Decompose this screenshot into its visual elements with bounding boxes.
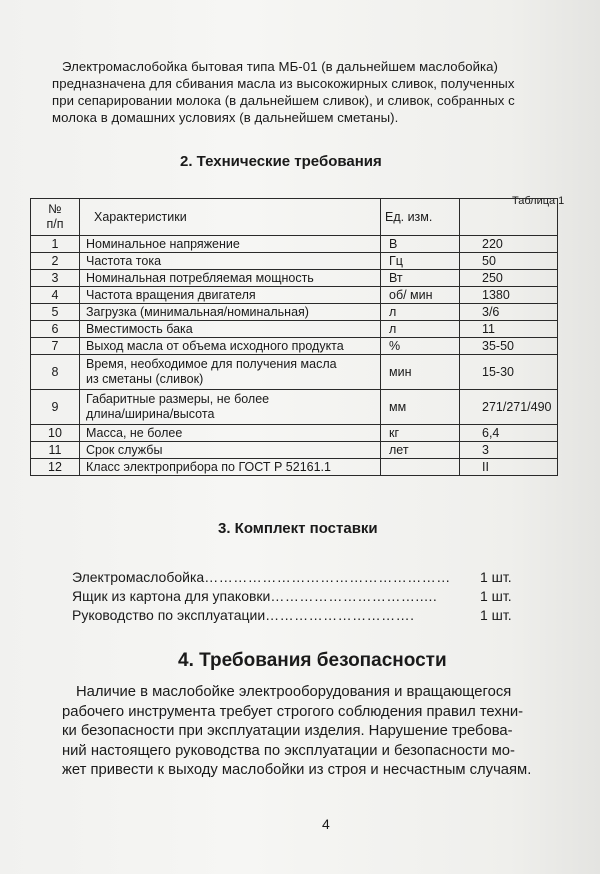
- value-cell: II: [460, 459, 558, 476]
- row-number-cell: 4: [31, 287, 80, 304]
- row-number-cell: 10: [31, 425, 80, 442]
- unit-cell: л: [381, 304, 460, 321]
- characteristic-cell: Класс электроприбора по ГОСТ Р 52161.1: [80, 459, 381, 476]
- characteristic-cell: Срок службы: [80, 442, 381, 459]
- header-characteristic: Характеристики: [80, 199, 381, 236]
- table-row: [31, 270, 558, 287]
- section-title-safety-requirements: 4. Требования безопасности: [178, 650, 447, 671]
- table-row: [31, 253, 558, 270]
- unit-cell: л: [381, 321, 460, 338]
- row-number-cell: 5: [31, 304, 80, 321]
- row-number-cell: 12: [31, 459, 80, 476]
- characteristic-cell: Выход масла от объема исходного продукта: [80, 338, 381, 355]
- row-number-cell: 2: [31, 253, 80, 270]
- table-row: [31, 459, 558, 476]
- kit-item-name: Руководство по эксплуатации: [72, 607, 266, 623]
- header-num: [31, 199, 80, 236]
- page-number: 4: [322, 816, 330, 832]
- kit-item-quantity: 1 шт.: [480, 588, 512, 604]
- characteristic-cell: Вместимость бака: [80, 321, 381, 338]
- table-body: [31, 236, 558, 476]
- safety-line: рабочего инструмента требует строгого соблюдения правил техни-: [62, 703, 524, 720]
- specifications-table: [30, 198, 558, 476]
- table-row: [31, 442, 558, 459]
- unit-cell: лет: [381, 442, 460, 459]
- header-num-text: № п/п: [46, 202, 64, 231]
- header-unit: Ед. изм.: [381, 199, 460, 236]
- table-row: [31, 287, 558, 304]
- value-cell: 250: [460, 270, 558, 287]
- intro-line: Электромаслобойка бытовая типа МБ-01 (в дальнейшем маслобойка): [62, 59, 498, 74]
- table-row: [31, 338, 558, 355]
- value-cell: 1380: [460, 287, 558, 304]
- kit-item-name: Ящик из картона для упаковки: [72, 588, 271, 604]
- value-cell: 35-50: [460, 338, 558, 355]
- characteristic-cell: Номинальное напряжение: [80, 236, 381, 253]
- kit-item-quantity: 1 шт.: [480, 569, 512, 585]
- unit-cell: об/ мин: [381, 287, 460, 304]
- kit-item-quantity: 1 шт.: [480, 607, 512, 623]
- value-cell: 271/271/490: [460, 390, 558, 425]
- row-number-cell: 1: [31, 236, 80, 253]
- unit-cell: В: [381, 236, 460, 253]
- row-number-cell: 6: [31, 321, 80, 338]
- unit-cell: Гц: [381, 253, 460, 270]
- safety-line: ний настоящего руководства по эксплуатации и безопасности мо-: [62, 742, 515, 759]
- characteristic-cell: Масса, не более: [80, 425, 381, 442]
- kit-item-leader: ………………………….: [265, 607, 415, 623]
- row-number-cell: 8: [31, 355, 80, 390]
- characteristic-cell: Частота тока: [80, 253, 381, 270]
- header-value: [460, 199, 558, 236]
- section-title-delivery-kit: 3. Комплект поставки: [218, 520, 378, 537]
- unit-cell: [381, 459, 460, 476]
- value-cell: 15-30: [460, 355, 558, 390]
- safety-paragraph: [62, 683, 582, 781]
- kit-item-leader: ………………………….....: [270, 588, 438, 604]
- safety-line: жет привести к выходу маслобойки из строя и несчастным случаям.: [62, 762, 532, 778]
- section-title-technical-requirements: 2. Технические требования: [180, 153, 382, 170]
- unit-cell: %: [381, 338, 460, 355]
- table-header-row: [31, 199, 558, 236]
- safety-line: Наличие в маслобойке электрооборудования и вращающегося: [76, 684, 512, 700]
- kit-item: [72, 587, 532, 606]
- table-row: [31, 321, 558, 338]
- table-row: [31, 390, 558, 425]
- unit-cell: кг: [381, 425, 460, 442]
- table-row: [31, 236, 558, 253]
- unit-cell: Вт: [381, 270, 460, 287]
- characteristic-cell: Частота вращения двигателя: [80, 287, 381, 304]
- row-number-cell: 7: [31, 338, 80, 355]
- kit-item-name: Электромаслобойка: [72, 569, 205, 585]
- value-cell: 6,4: [460, 425, 558, 442]
- row-number-cell: 9: [31, 390, 80, 425]
- characteristic-cell: Загрузка (минимальная/номинальная): [80, 304, 381, 321]
- value-cell: 220: [460, 236, 558, 253]
- table-row: [31, 425, 558, 442]
- safety-line: ки безопасности при эксплуатации изделия. Нарушение требова-: [62, 723, 513, 739]
- value-cell: 11: [460, 321, 558, 338]
- characteristic-cell: Габаритные размеры, не более длина/ширина/высота: [80, 390, 381, 425]
- kit-item-leader: ……………………………………………: [204, 569, 451, 585]
- delivery-kit-list: [72, 568, 532, 625]
- row-number-cell: 3: [31, 270, 80, 287]
- characteristic-cell: Время, необходимое для получения масла из сметаны (сливок): [80, 355, 381, 390]
- unit-cell: мм: [381, 390, 460, 425]
- kit-item: [72, 606, 532, 625]
- intro-paragraph: [52, 58, 572, 126]
- table-row: [31, 355, 558, 390]
- intro-line: молока в домашних условиях (в дальнейшем сметаны).: [52, 110, 399, 125]
- value-cell: 3/6: [460, 304, 558, 321]
- row-number-cell: 11: [31, 442, 80, 459]
- characteristic-cell: Номинальная потребляемая мощность: [80, 270, 381, 287]
- intro-line: при сепарировании молока (в дальнейшем сливок), и сливок, собранных с: [52, 93, 515, 108]
- value-cell: 50: [460, 253, 558, 270]
- table-caption: Таблица 1: [512, 195, 565, 207]
- intro-line: предназначена для сбивания масла из высокожирных сливок, полученных: [52, 76, 515, 91]
- table-row: [31, 304, 558, 321]
- kit-item: [72, 568, 532, 587]
- value-cell: 3: [460, 442, 558, 459]
- unit-cell: мин: [381, 355, 460, 390]
